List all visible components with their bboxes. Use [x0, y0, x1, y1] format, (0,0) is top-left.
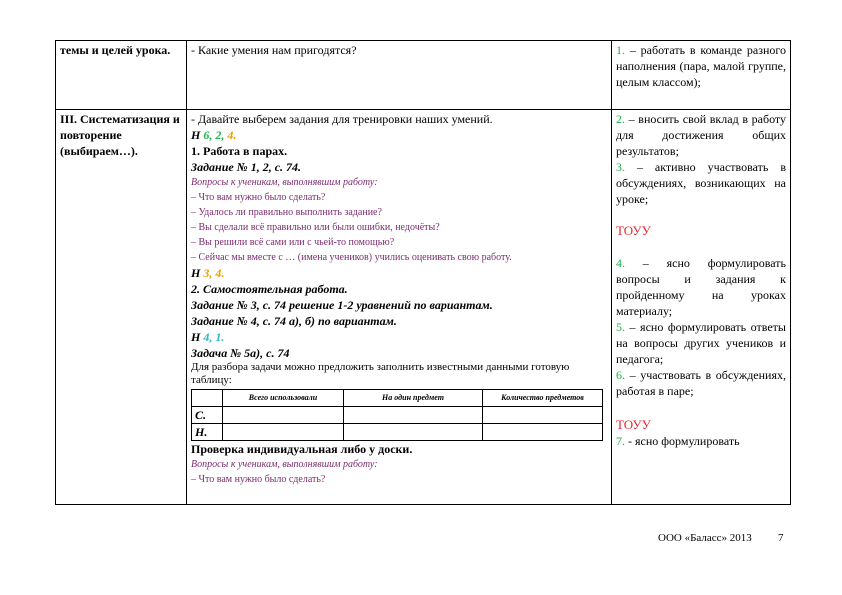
table-cell	[223, 424, 344, 441]
question-item: – Вы решили всё сами или с чьей-то помощью?	[191, 237, 395, 248]
stage-cell	[56, 110, 187, 505]
table-header: На один предмет	[344, 390, 483, 407]
page-number: 7	[778, 532, 784, 544]
row-label: С.	[192, 407, 223, 424]
questions-header: Вопросы к ученикам, выполнявшим работу:	[191, 177, 378, 188]
question-item: – Что вам нужно было сделать?	[191, 474, 326, 485]
level-number: 1.	[215, 330, 225, 344]
table-cell	[344, 424, 483, 441]
intro-text: - Давайте выберем задания для тренировки наших умений.	[191, 112, 493, 126]
skill-number: 2.	[616, 112, 625, 126]
skill-text: – ясно формулировать ответы на вопросы других учеников и педагога;	[616, 320, 786, 366]
level-marker	[191, 265, 607, 281]
level-prefix: Н	[191, 330, 204, 344]
level-number: 4,	[203, 330, 213, 344]
level-marker	[191, 127, 607, 143]
question-item: – Удалось ли правильно выполнить задание?	[191, 207, 382, 218]
table-cell	[483, 424, 603, 441]
section-heading: Проверка индивидуальная либо у доски.	[191, 442, 413, 456]
category-label: ТОУУ	[616, 417, 651, 432]
table-note: Для разбора задачи можно предложить заполнить известными данными готовую таблицу:	[191, 361, 570, 386]
level-marker	[191, 329, 607, 345]
skills-cell	[612, 110, 791, 505]
skill-number: 7.	[616, 434, 625, 448]
skill-number: 6.	[616, 368, 625, 382]
task-text: Задание № 1, 2, с. 74.	[191, 160, 302, 174]
activity-cell	[187, 110, 612, 505]
section-heading: 1. Работа в парах.	[191, 144, 288, 158]
question-item: – Что вам нужно было сделать?	[191, 192, 326, 203]
table-row	[56, 110, 791, 505]
skill-text: – активно участвовать в обсуждениях, возникающих на уроке;	[616, 160, 786, 206]
question-item: – Сейчас мы вместе с … (имена учеников) учились оценивать свою работу.	[191, 252, 512, 263]
skill-number: 5.	[616, 320, 625, 334]
skill-text: – работать в команде разного наполнения (пара, малой группе, целым классом);	[616, 43, 786, 89]
skill-number: 1.	[616, 43, 625, 57]
level-number: 4.	[215, 266, 225, 280]
skills-cell	[612, 41, 791, 110]
activity-text: - Какие умения нам пригодятся?	[191, 43, 357, 57]
skill-number: 3.	[616, 160, 625, 174]
lesson-table	[55, 40, 791, 505]
table-row	[56, 41, 791, 110]
row-label: Н.	[192, 424, 223, 441]
skill-number: 4.	[616, 256, 625, 270]
question-item: – Вы сделали всё правильно или были ошибки, недочёты?	[191, 222, 440, 233]
task-text: Задание № 3, с. 74 решение 1-2 уравнений по вариантам.	[191, 298, 493, 312]
level-number: 6,	[203, 128, 213, 142]
level-prefix: Н	[191, 128, 204, 142]
section-heading: 2. Самостоятельная работа.	[191, 282, 348, 296]
level-prefix: Н	[191, 266, 204, 280]
table-row	[192, 424, 603, 441]
skill-text: – ясно формулировать вопросы и задания к пройденному на уроках материалу;	[616, 256, 786, 318]
data-table	[191, 389, 603, 441]
table-cell	[344, 407, 483, 424]
category-label: ТОУУ	[616, 223, 651, 238]
level-number: 4.	[227, 128, 237, 142]
activity-cell	[187, 41, 612, 110]
stage-text: темы и целей урока.	[60, 43, 171, 57]
table-header: Количество предметов	[483, 390, 603, 407]
stage-text: III. Систематизация и повторение (выбираем…).	[60, 112, 180, 158]
skill-text: – вносить свой вклад в работу для достижения общих результатов;	[616, 112, 786, 158]
stage-cell	[56, 41, 187, 110]
table-row	[192, 390, 603, 407]
table-cell	[483, 407, 603, 424]
table-cell	[223, 407, 344, 424]
table-header: Всего использовали	[223, 390, 344, 407]
publisher-text: ООО «Баласс» 2013	[658, 532, 752, 544]
skill-text: – участвовать в обсуждениях, работая в паре;	[616, 368, 786, 398]
table-header	[192, 390, 223, 407]
task-text: Задание № 4, с. 74 а), б) по вариантам.	[191, 314, 397, 328]
skill-text: - ясно формулировать	[625, 434, 740, 448]
level-number: 2,	[215, 128, 225, 142]
table-row	[192, 407, 603, 424]
level-number: 3,	[203, 266, 213, 280]
task-text: Задача № 5а), с. 74	[191, 346, 290, 360]
questions-header: Вопросы к ученикам, выполнявшим работу:	[191, 459, 378, 470]
